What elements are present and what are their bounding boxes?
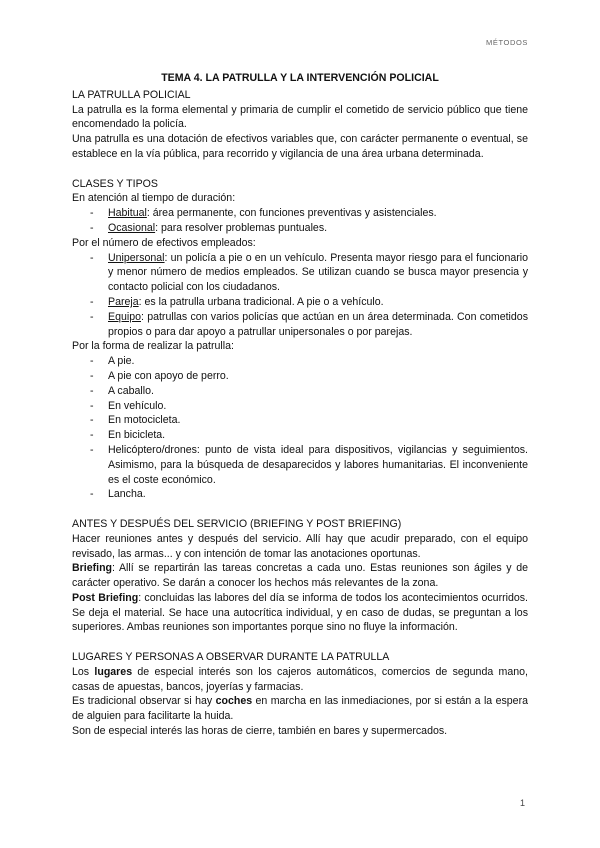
list-item-text: : es la patrulla urbana tradicional. A pie o a vehículo. (138, 295, 384, 308)
list-item: - En motocicleta. (72, 413, 528, 428)
spacer (72, 502, 528, 517)
list-item (72, 206, 528, 221)
list-item-term: Equipo (108, 310, 141, 323)
paragraph: Son de especial interés las horas de cierre, también en bares y supermercados. (72, 725, 448, 738)
paragraph (72, 561, 528, 591)
list-item-term: Ocasional (108, 221, 156, 234)
section-heading-clases: CLASES Y TIPOS (72, 177, 158, 190)
forma-list (72, 354, 528, 502)
list-item (72, 221, 528, 236)
text-run: Es tradicional observar si hay (72, 695, 216, 708)
text-run: en marcha en las inmediaciones, por si están a la espera de alguien para facilitarte la huida. (72, 695, 528, 723)
list-intro: En atención al tiempo de duración: (72, 192, 236, 205)
list-item-text: : área permanente, con funciones preventivas y asistenciales. (146, 207, 437, 220)
document-body (72, 71, 528, 739)
efectivos-list (72, 251, 528, 340)
briefing-text: : Allí se repartirán las tareas concretas a cada uno. Estas reuniones son ágiles y de carácter operativo. Se darán a conocer los hechos más relevantes de la zona. (72, 562, 528, 590)
list-item: - A caballo. (72, 384, 528, 399)
list-intro: Por el número de efectivos empleados: (72, 236, 256, 249)
list-item-text: : patrullas con varios policías que actúan en un área determinada. Con cometidos propios o para dar apoyo a patrullar unipersonales o por parejas. (108, 310, 528, 338)
spacer (72, 162, 528, 177)
list-item-text: : un policía a pie o en un vehículo. Presenta mayor riesgo para el funcionario y menor número de medios empleados. Se utilizan cuando se busca mayor presencia y contacto policial con los ciudadanos. (108, 251, 528, 294)
section-heading-patrulla: LA PATRULLA POLICIAL (72, 88, 191, 101)
list-item: - Helicóptero/drones: punto de vista ideal para dispositivos, vigilancias y seguimientos. Asimismo, para la búsqueda de desaparecidos y labores humanitarias. El inconveniente es el coste económico. (72, 443, 528, 487)
running-header: MÉTODOS (486, 38, 528, 47)
briefing-term: Briefing (72, 562, 113, 575)
post-briefing-text: : concluidas las labores del día se informa de todos los acontecimientos ocurridos. Se deja el material. Se hace una autocrítica individual, y en caso de dudas, se preguntan a los superiores. Ambas reuniones son importantes porque sino no fluye la información. (72, 591, 528, 634)
list-item: - En vehículo. (72, 399, 528, 414)
post-briefing-term: Post Briefing (72, 591, 139, 604)
paragraph: Hacer reuniones antes y después del servicio. Allí hay que acudir preparado, con el equipo revisado, las armas... y con intención de tomar las anotaciones oportunas. (72, 532, 528, 560)
list-item (72, 251, 528, 295)
list-item-term: Pareja (108, 295, 139, 308)
list-item (72, 295, 528, 310)
list-item (72, 310, 528, 340)
paragraph: La patrulla es la forma elemental y primaria de cumplir el cometido de servicio público que tiene encomendado la policía. (72, 103, 528, 131)
paragraph (72, 665, 528, 695)
list-item: - A pie con apoyo de perro. (72, 369, 528, 384)
list-item: - Lancha. (72, 487, 528, 502)
document-title: TEMA 4. LA PATRULLA Y LA INTERVENCIÓN POLICIAL (161, 72, 439, 84)
lugares-term: lugares (94, 665, 133, 678)
paragraph (72, 591, 528, 635)
list-item: - A pie. (72, 354, 528, 369)
list-item-text: : para resolver problemas puntuales. (155, 221, 328, 234)
paragraph: Una patrulla es una dotación de efectivos variables que, con carácter permanente o eventual, se establece en la vía pública, para recorrido y vigilancia de una área urbana determinada. (72, 133, 528, 160)
list-item-term: Unipersonal (108, 251, 165, 264)
section-heading-briefing: ANTES Y DESPUÉS DEL SERVICIO (BRIEFING Y POST BRIEFING) (72, 517, 402, 530)
text-run: Los (72, 665, 95, 678)
list-item: - En bicicleta. (72, 428, 528, 443)
coches-term: coches (215, 695, 253, 708)
text-run: de especial interés son los cajeros automáticos, comercios de segunda mano, casas de apuestas, bancos, joyerías y farmacias. (72, 665, 528, 693)
list-intro: Por la forma de realizar la patrulla: (72, 340, 234, 353)
list-item-term: Habitual (108, 207, 147, 220)
section-heading-lugares: LUGARES Y PERSONAS A OBSERVAR DURANTE LA PATRULLA (72, 651, 390, 664)
page-number: 1 (519, 798, 525, 808)
spacer (72, 635, 528, 650)
duracion-list (72, 206, 528, 236)
paragraph (72, 694, 528, 724)
